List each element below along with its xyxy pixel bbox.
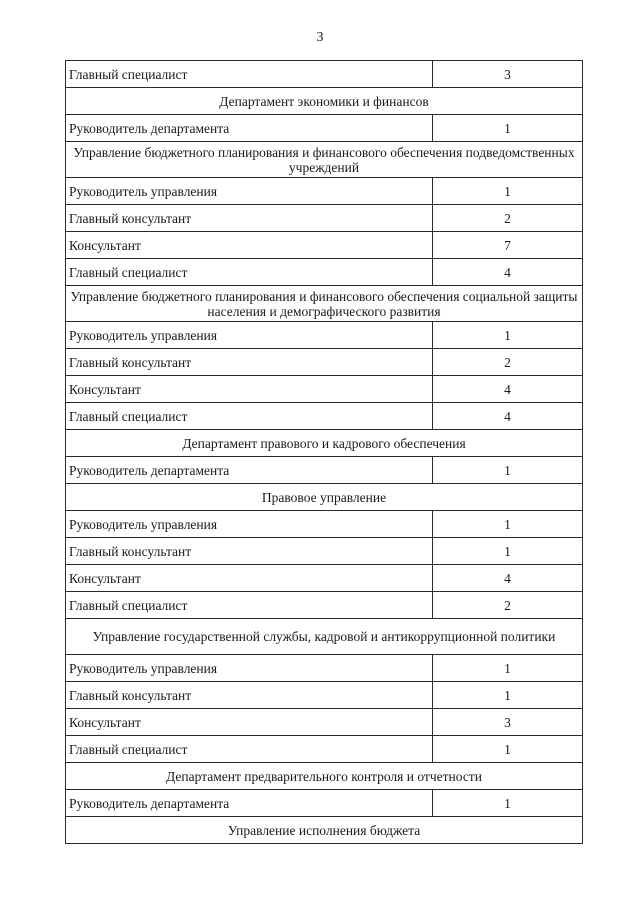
position-title: Главный специалист — [66, 403, 433, 430]
section-title: Управление исполнения бюджета — [66, 817, 583, 844]
position-title: Консультант — [66, 709, 433, 736]
position-title: Консультант — [66, 376, 433, 403]
staff-table-body — [66, 61, 583, 844]
position-row — [66, 592, 583, 619]
position-count: 2 — [433, 205, 583, 232]
position-count: 1 — [433, 682, 583, 709]
position-count: 1 — [433, 655, 583, 682]
position-title: Главный консультант — [66, 538, 433, 565]
position-title: Главный консультант — [66, 349, 433, 376]
section-title: Управление государственной службы, кадровой и антикоррупционной политики — [66, 619, 583, 655]
position-count: 7 — [433, 232, 583, 259]
section-row — [66, 763, 583, 790]
position-count: 1 — [433, 538, 583, 565]
position-title: Руководитель департамента — [66, 457, 433, 484]
position-count: 4 — [433, 259, 583, 286]
section-title: Правовое управление — [66, 484, 583, 511]
position-title: Руководитель управления — [66, 511, 433, 538]
position-count: 3 — [433, 61, 583, 88]
position-count: 4 — [433, 376, 583, 403]
section-row — [66, 430, 583, 457]
position-row — [66, 655, 583, 682]
position-row — [66, 349, 583, 376]
position-row — [66, 115, 583, 142]
position-count: 1 — [433, 736, 583, 763]
position-title: Главный специалист — [66, 259, 433, 286]
section-row — [66, 286, 583, 322]
position-row — [66, 709, 583, 736]
position-title: Руководитель управления — [66, 322, 433, 349]
section-title: Департамент предварительного контроля и отчетности — [66, 763, 583, 790]
section-row — [66, 817, 583, 844]
section-row — [66, 142, 583, 178]
position-row — [66, 682, 583, 709]
section-row — [66, 484, 583, 511]
section-title: Департамент правового и кадрового обеспечения — [66, 430, 583, 457]
position-count: 1 — [433, 457, 583, 484]
section-title: Управление бюджетного планирования и финансового обеспечения социальной защиты населения и демографического развития — [66, 286, 583, 322]
position-title: Главный консультант — [66, 682, 433, 709]
position-title: Руководитель управления — [66, 178, 433, 205]
position-row — [66, 403, 583, 430]
position-title: Консультант — [66, 565, 433, 592]
position-title: Главный специалист — [66, 592, 433, 619]
position-title: Главный специалист — [66, 736, 433, 763]
staff-table — [65, 60, 583, 844]
position-count: 1 — [433, 790, 583, 817]
position-title: Главный специалист — [66, 61, 433, 88]
position-row — [66, 457, 583, 484]
position-count: 2 — [433, 592, 583, 619]
position-count: 4 — [433, 565, 583, 592]
position-count: 1 — [433, 322, 583, 349]
position-row — [66, 232, 583, 259]
position-count: 1 — [433, 511, 583, 538]
position-row — [66, 322, 583, 349]
section-title: Департамент экономики и финансов — [66, 88, 583, 115]
position-row — [66, 178, 583, 205]
position-title: Главный консультант — [66, 205, 433, 232]
section-row — [66, 88, 583, 115]
position-title: Консультант — [66, 232, 433, 259]
position-row — [66, 376, 583, 403]
page-number: 3 — [316, 30, 324, 45]
position-row — [66, 538, 583, 565]
position-row — [66, 205, 583, 232]
position-row — [66, 61, 583, 88]
section-row — [66, 619, 583, 655]
position-title: Руководитель департамента — [66, 790, 433, 817]
position-row — [66, 565, 583, 592]
position-row — [66, 790, 583, 817]
position-row — [66, 511, 583, 538]
position-count: 1 — [433, 178, 583, 205]
position-count: 3 — [433, 709, 583, 736]
position-title: Руководитель департамента — [66, 115, 433, 142]
position-count: 4 — [433, 403, 583, 430]
position-count: 2 — [433, 349, 583, 376]
position-row — [66, 736, 583, 763]
position-row — [66, 259, 583, 286]
position-count: 1 — [433, 115, 583, 142]
position-title: Руководитель управления — [66, 655, 433, 682]
section-title: Управление бюджетного планирования и финансового обеспечения подведомственных учреждений — [66, 142, 583, 178]
